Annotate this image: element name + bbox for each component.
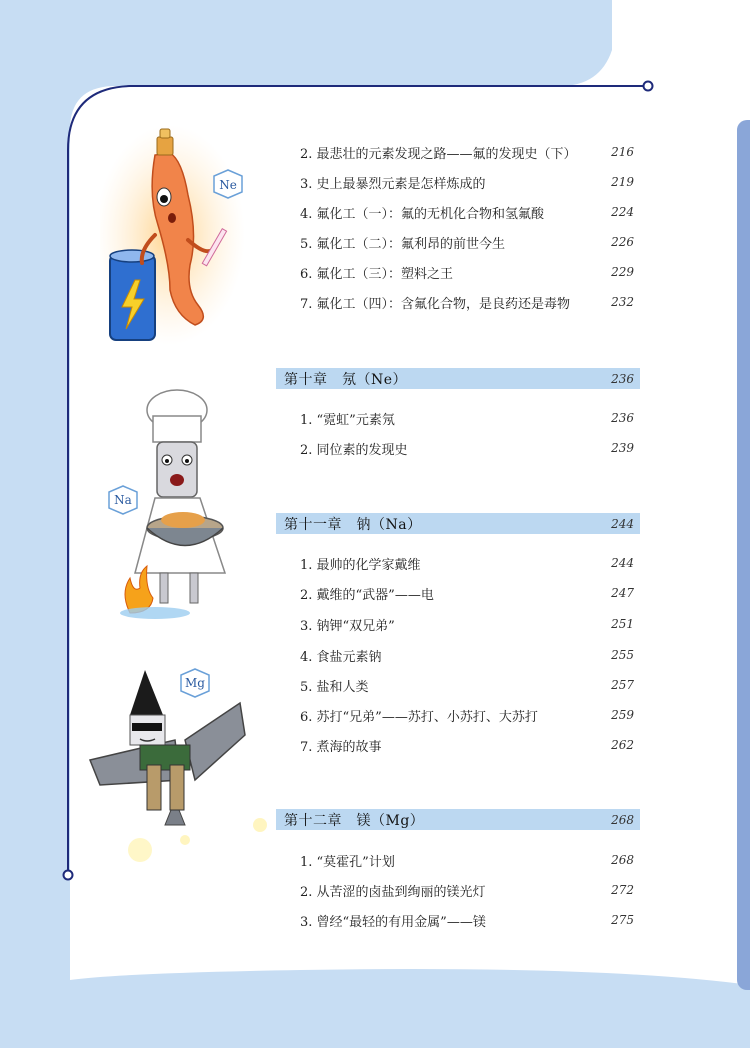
toc-entry-title: 3. 史上最暴烈元素是怎样炼成的 — [300, 176, 486, 192]
toc-entry[interactable] — [300, 645, 634, 665]
toc-entry[interactable] — [300, 172, 634, 192]
toc-entry-title: 7. 煮海的故事 — [300, 739, 382, 755]
toc-entry[interactable] — [300, 142, 634, 162]
toc-entry-page: 229 — [611, 265, 634, 279]
toc-chapter-page: 268 — [611, 812, 634, 827]
toc-entry-page: 262 — [611, 738, 634, 752]
toc-chapter-sodium[interactable] — [276, 513, 640, 534]
toc-entry-page: 239 — [611, 441, 634, 455]
toc-entry-title: 2. 同位素的发现史 — [300, 442, 408, 458]
toc-entry-page: 259 — [611, 708, 634, 722]
toc-entry[interactable] — [300, 232, 634, 252]
toc-entry-title: 3. 曾经“最轻的有用金属”——镁 — [300, 914, 486, 930]
toc-chapter-title: 第十章 氖（Ne） — [284, 371, 408, 388]
toc-entry-page: 236 — [611, 411, 634, 425]
toc-entry[interactable] — [300, 553, 634, 573]
toc-entry-title: 1. “霓虹”元素氖 — [300, 412, 395, 428]
toc-entry-title: 2. 从苦涩的卤盐到绚丽的镁光灯 — [300, 884, 486, 900]
toc-chapter-page: 244 — [611, 516, 634, 531]
toc-entry[interactable] — [300, 262, 634, 282]
toc-chapter-neon[interactable] — [276, 368, 640, 389]
na-badge-label: Na — [114, 493, 132, 507]
toc-entry[interactable] — [300, 910, 634, 930]
toc-entry[interactable] — [300, 202, 634, 222]
toc-entry-title: 5. 氟化工（二）：氟利昂的前世今生 — [300, 236, 506, 252]
toc-chapter-title: 第十二章 镁（Mg） — [284, 812, 425, 829]
toc-entry-page: 268 — [611, 853, 634, 867]
toc-entry-page: 219 — [611, 175, 634, 189]
toc-entry-page: 247 — [611, 586, 634, 600]
toc-entry-title: 1. “莫霍孔”计划 — [300, 854, 395, 870]
toc-entry-title: 6. 氟化工（三）：塑料之王 — [300, 266, 454, 282]
toc-chapter-page: 236 — [611, 371, 634, 386]
toc-entry[interactable] — [300, 438, 634, 458]
toc-entry-page: 257 — [611, 678, 634, 692]
toc-entry-title: 5. 盐和人类 — [300, 679, 369, 695]
toc-entry[interactable] — [300, 614, 634, 634]
toc-entry[interactable] — [300, 850, 634, 870]
toc-entry[interactable] — [300, 675, 634, 695]
toc-entry-page: 232 — [611, 295, 634, 309]
toc-entry-title: 2. 最悲壮的元素发现之路——氟的发现史（下） — [300, 146, 577, 162]
toc-chapter-magnesium[interactable] — [276, 809, 640, 830]
toc-entry[interactable] — [300, 880, 634, 900]
toc-entry-page: 224 — [611, 205, 634, 219]
toc-entry-page: 216 — [611, 145, 634, 159]
toc-entry-title: 4. 氟化工（一）：氟的无机化合物和氢氟酸 — [300, 206, 545, 222]
toc-entry-page: 251 — [611, 617, 634, 631]
toc-entry-title: 3. 钠钾“双兄弟” — [300, 618, 395, 634]
ne-badge-label: Ne — [219, 178, 237, 192]
toc-entry[interactable] — [300, 583, 634, 603]
toc-entry-page: 255 — [611, 648, 634, 662]
toc-entry-title: 7. 氟化工（四）：含氟化合物，是良药还是毒物 — [300, 296, 571, 312]
toc-entry[interactable] — [300, 408, 634, 428]
toc-entry-title: 4. 食盐元素钠 — [300, 649, 382, 665]
toc-chapter-title: 第十一章 钠（Na） — [284, 516, 422, 533]
toc-entry-page: 226 — [611, 235, 634, 249]
toc-entry-title: 6. 苏打“兄弟”——苏打、小苏打、大苏打 — [300, 709, 538, 725]
toc-entry[interactable] — [300, 705, 634, 725]
toc-entry-page: 244 — [611, 556, 634, 570]
toc-entry-title: 2. 戴维的“武器”——电 — [300, 587, 434, 603]
toc-entry-page: 275 — [611, 913, 634, 927]
toc-entry[interactable] — [300, 292, 634, 312]
toc-entry-title: 1. 最帅的化学家戴维 — [300, 557, 421, 573]
mg-badge-label: Mg — [185, 676, 205, 690]
toc-entry[interactable] — [300, 735, 634, 755]
toc-entry-page: 272 — [611, 883, 634, 897]
